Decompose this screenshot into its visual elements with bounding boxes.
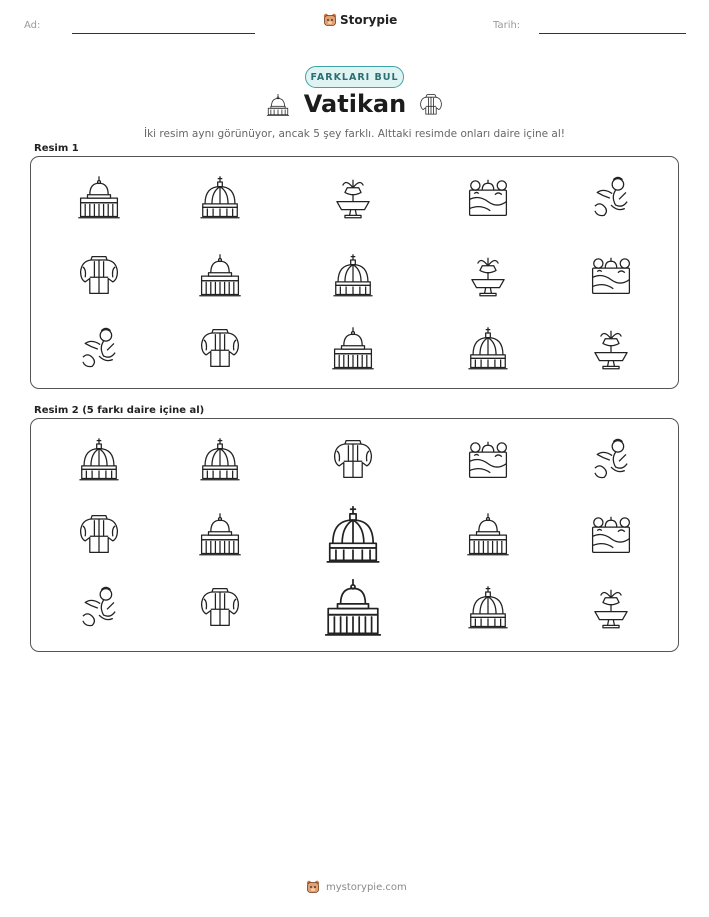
picture-1-label: Resim 1 [34, 143, 79, 154]
gardens-icon[interactable] [465, 174, 511, 220]
date-line[interactable] [539, 33, 686, 34]
name-line[interactable] [72, 33, 255, 34]
gardens-icon[interactable] [588, 252, 634, 298]
dome-icon[interactable] [197, 174, 243, 220]
basilica-facade-icon[interactable] [197, 511, 243, 557]
dome-icon[interactable] [197, 436, 243, 482]
angel-icon[interactable] [588, 436, 634, 482]
gardens-icon[interactable] [465, 436, 511, 482]
fountain-icon[interactable] [588, 325, 634, 371]
storypie-bear-logo-icon [323, 13, 337, 27]
brand-name: Storypie [340, 13, 398, 27]
activity-badge: FARKLARI BUL [305, 66, 404, 88]
brand-logo [323, 13, 397, 27]
page-title: Vatikan [303, 90, 407, 118]
dome-icon[interactable] [465, 325, 511, 371]
uniform-icon[interactable] [197, 325, 243, 371]
basilica-facade-icon[interactable] [465, 511, 511, 557]
basilica-dome-icon [265, 92, 291, 118]
fountain-icon[interactable] [330, 174, 376, 220]
instruction-text: İki resim aynı görünüyor, ancak 5 şey farklı. Alttaki resimde onları daire içine al! [144, 128, 565, 140]
storypie-bear-logo-icon [306, 880, 320, 894]
angel-icon[interactable] [76, 584, 122, 630]
dome-icon[interactable] [465, 584, 511, 630]
uniform-icon[interactable] [197, 584, 243, 630]
dome-icon[interactable] [322, 503, 384, 565]
dome-icon[interactable] [76, 436, 122, 482]
footer-url[interactable]: mystorypie.com [326, 881, 407, 893]
name-label: Ad: [24, 20, 41, 31]
fountain-icon[interactable] [588, 584, 634, 630]
picture-2-label: Resim 2 (5 farkı daire içine al) [34, 405, 205, 416]
footer [306, 880, 407, 894]
basilica-facade-icon[interactable] [76, 174, 122, 220]
gardens-icon[interactable] [588, 511, 634, 557]
dome-icon[interactable] [330, 252, 376, 298]
uniform-icon[interactable] [76, 252, 122, 298]
date-label: Tarih: [493, 20, 521, 31]
basilica-facade-icon[interactable] [322, 576, 384, 638]
angel-icon[interactable] [588, 174, 634, 220]
angel-icon[interactable] [76, 325, 122, 371]
swiss-guard-uniform-icon [418, 92, 444, 118]
uniform-icon[interactable] [330, 436, 376, 482]
uniform-icon[interactable] [76, 511, 122, 557]
fountain-icon[interactable] [465, 252, 511, 298]
basilica-facade-icon[interactable] [330, 325, 376, 371]
basilica-facade-icon[interactable] [197, 252, 243, 298]
